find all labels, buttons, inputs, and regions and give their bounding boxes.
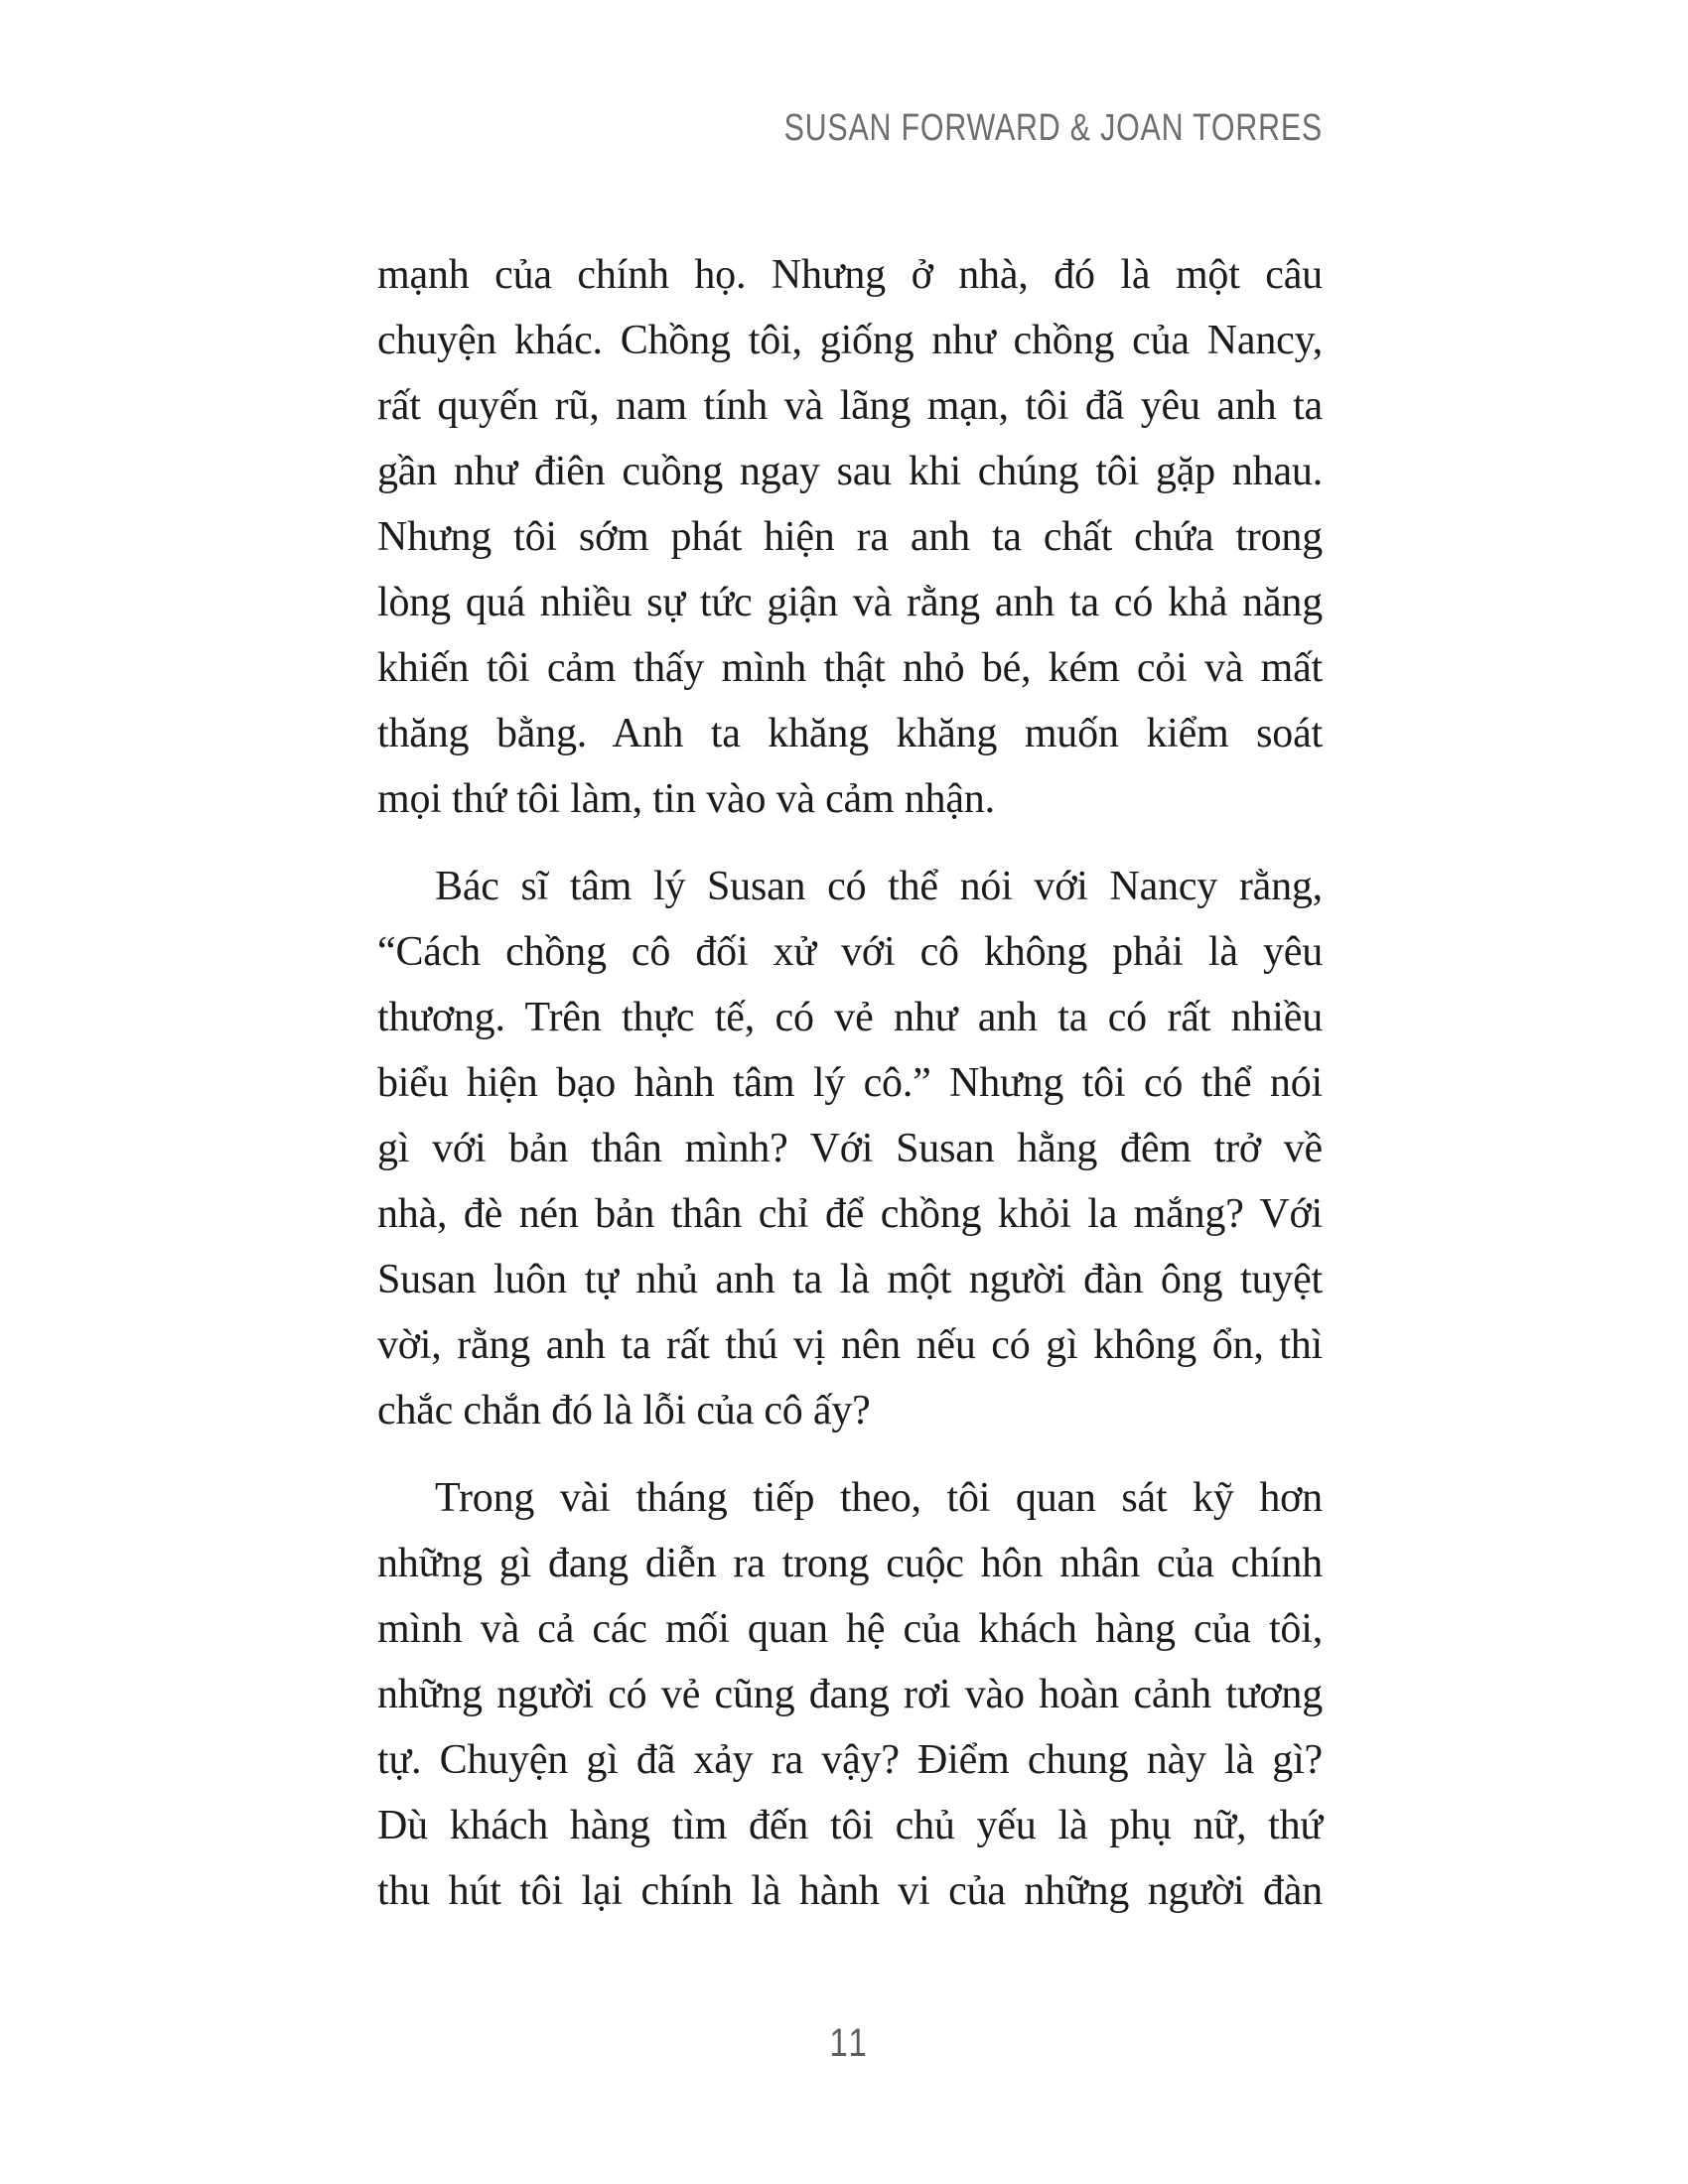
text-line: những người có vẻ cũng đang rơi vào hoàn cảnh tương [377,1672,1323,1717]
text-line: mạnh của chính họ. Nhưng ở nhà, đó là một câu [377,252,1323,298]
text-line: tự. Chuyện gì đã xảy ra vậy? Điểm chung này là gì? [377,1737,1323,1783]
paragraph [377,1465,1323,1924]
text-line: nhà, đè nén bản thân chỉ để chồng khỏi la mắng? Với [377,1191,1323,1237]
text-line: mọi thứ tôi làm, tin vào và cảm nhận. [377,776,995,822]
text-line: thu hút tôi lại chính là hành vi của những người đàn [377,1868,1323,1914]
running-head: SUSAN FORWARD & JOAN TORRES [783,107,1323,149]
text-line: rất quyến rũ, nam tính và lãng mạn, tôi đã yêu anh ta [377,383,1323,429]
paragraph [377,242,1323,832]
text-line: Nhưng tôi sớm phát hiện ra anh ta chất chứa trong [377,514,1323,560]
text-line: chắc chắn đó là lỗi của cô ấy? [377,1388,871,1433]
page-footer [377,2021,1323,2066]
page-body [377,242,1323,1924]
text-line: khiến tôi cảm thấy mình thật nhỏ bé, kém cỏi và mất [377,645,1323,691]
page-number: 11 [829,2021,871,2065]
text-line: lòng quá nhiều sự tức giận và rằng anh ta có khả năng [377,580,1323,625]
text-line: thương. Trên thực tế, có vẻ như anh ta có rất nhiều [377,995,1323,1040]
text-line: Susan luôn tự nhủ anh ta là một người đàn ông tuyệt [377,1257,1323,1302]
text-line: biểu hiện bạo hành tâm lý cô.” Nhưng tôi có thể nói [377,1060,1323,1106]
text-line: mình và cả các mối quan hệ của khách hàng của tôi, [377,1606,1323,1652]
text-line: chuyện khác. Chồng tôi, giống như chồng của Nancy, [377,318,1323,363]
text-line: gì với bản thân mình? Với Susan hằng đêm trở về [377,1126,1323,1171]
text-line: “Cách chồng cô đối xử với cô không phải là yêu [377,929,1323,975]
text-line: Trong vài tháng tiếp theo, tôi quan sát kỹ hơn [435,1475,1323,1521]
text-line: Dù khách hàng tìm đến tôi chủ yếu là phụ nữ, thứ [377,1803,1323,1848]
text-line: thăng bằng. Anh ta khăng khăng muốn kiểm soát [377,711,1323,756]
text-line: Bác sĩ tâm lý Susan có thể nói với Nancy rằng, [435,864,1323,909]
text-line: những gì đang diễn ra trong cuộc hôn nhân của chính [377,1541,1323,1586]
text-line: vời, rằng anh ta rất thú vị nên nếu có gì không ổn, thì [377,1322,1323,1368]
paragraph [377,854,1323,1443]
text-line: gần như điên cuồng ngay sau khi chúng tôi gặp nhau. [377,449,1323,494]
